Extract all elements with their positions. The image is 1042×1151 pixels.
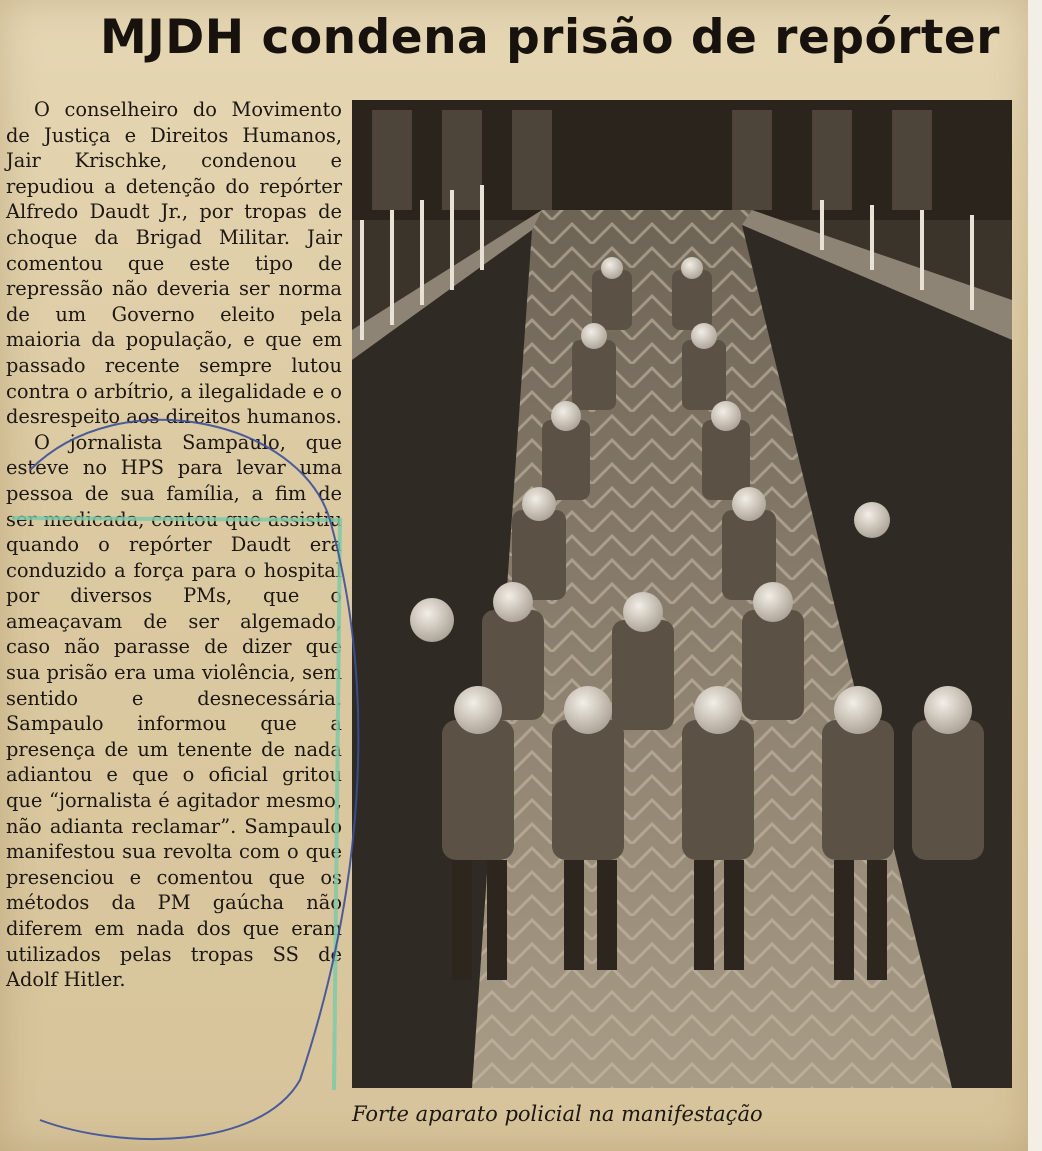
paragraph-2: O jornalista Sampaulo, que esteve no HPS para levar uma pessoa de sua família, a fim de ser medicada, contou que assistiu quando o repórter Daudt era conduzido a força para o hospital por diversos PMs, que o ameaçavam de ser algemado, caso não parasse de dizer que sua prisão era uma violência, sem sentido e desnecessária. Sampaulo informou que a presença de um tenente de nada adiantou e que o oficial gritou que “jornalista é agitador mesmo, não adianta reclamar”. Sampaulo manifestou sua revolta com o que presenciou e comentou que os métodos da PM gaúcha não diferem em nada dos que eram utilizados pelas tropas SS de Adolf Hitler.: [6, 430, 342, 992]
scan-background-edge: [1028, 0, 1042, 1151]
photo-caption: Forte aparato policial na manifestação: [352, 1102, 763, 1126]
paragraph-1: O conselheiro do Movimento de Justiça e Direitos Humanos, Jair Krischke, condenou e repudiou a detenção do repórter Alfredo Daudt Jr., por tropas de choque da Brigad Militar. Jair comentou que este tipo de repressão não deveria ser norma de um Governo eleito pela maioria da população, e que em passado recente sempre lutou contra o arbítrio, a ilegalidade e o desrespeito aos direitos humanos.: [6, 98, 342, 429]
headline: MJDH condena prisão de repórter: [100, 10, 1000, 65]
police-troops-photo: [352, 100, 1012, 1088]
article-body: [6, 97, 342, 993]
news-photo: [352, 100, 1012, 1088]
